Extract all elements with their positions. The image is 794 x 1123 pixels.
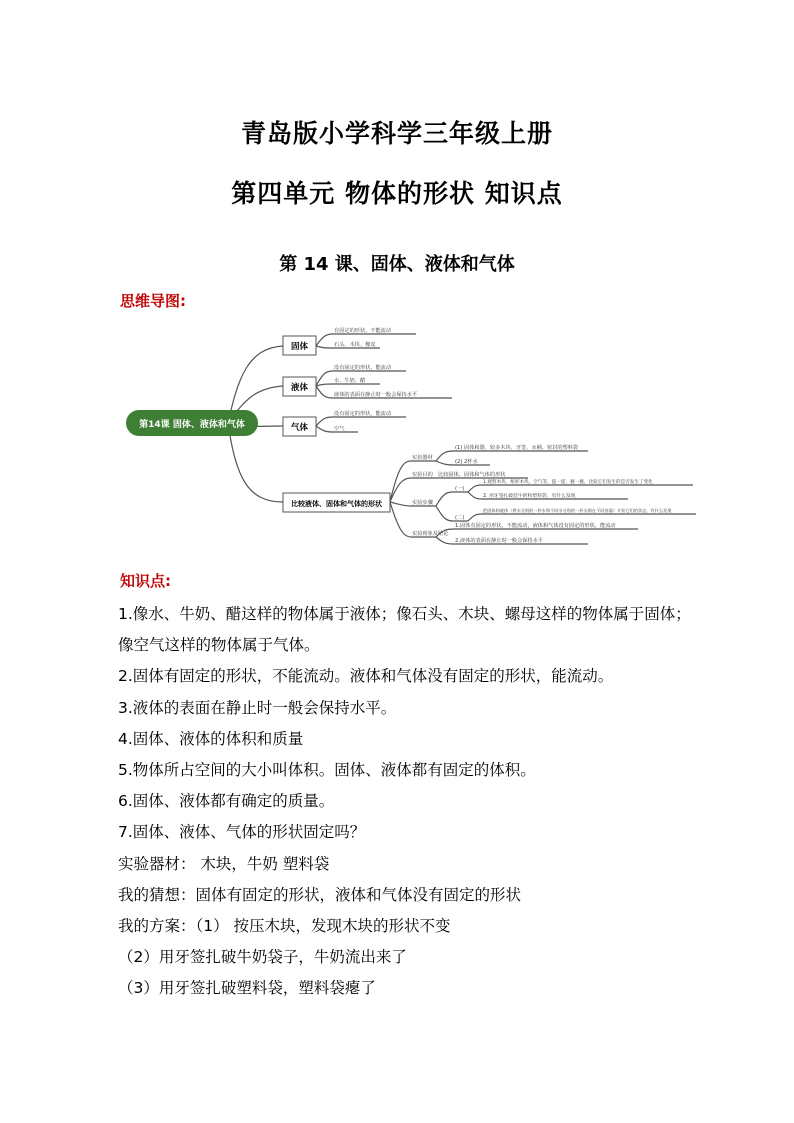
branch-liquid-label: 液体	[290, 383, 309, 393]
mind-map	[118, 318, 698, 553]
knowledge-item: 4.固体、液体的体积和质量	[118, 729, 304, 748]
document-title: 青岛版小学科学三年级上册	[240, 119, 553, 148]
branch-gas-label: 气体	[290, 423, 309, 433]
step1-item: 1.观察木块、纸杯木块、空气等，提一提、握一握，比较它们发生的是否发生了变化	[483, 480, 653, 485]
document-subtitle: 第四单元 物体的形状 知识点	[231, 179, 563, 208]
materials-item: (1) 固体和器、较多木块、牙签、水桶、密封的塑料袋	[455, 445, 579, 451]
compare-sub-steps: 实验步骤	[412, 500, 433, 506]
compare-sub-materials: 实验器材	[412, 455, 433, 461]
knowledge-item: 2.固体有固定的形状，不能流动。液体和气体没有固定的形状，能流动。	[118, 667, 614, 686]
liquid-leaf: 液体的表面在静止时一般会保持水平	[334, 392, 418, 398]
compare-sub-purpose: 实验目的	[412, 472, 433, 478]
liquid-leaf: 没有固定的形状，能流动	[334, 365, 392, 371]
gas-leaf: 空气	[334, 426, 345, 432]
liquid-leaf: 水、牛奶、醋	[334, 378, 366, 384]
mindmap-root-label: 第14课 固体、液体和气体	[139, 420, 245, 430]
mindmap-heading: 思维导图:	[120, 292, 186, 310]
knowledge-item: 7.固体、液体、气体的形状固定吗？	[118, 823, 366, 842]
experiment-materials: 实验器材： 木块，牛奶 塑料袋	[118, 854, 330, 873]
branch-compare-label: 比较液体、固体和气体的形状	[291, 500, 382, 508]
branch-solid-label: 固体	[290, 342, 309, 352]
compare-sub-phenomenon: 实验现象及结论	[412, 531, 449, 537]
phenomenon-item: 2.液体的表面在静止时一般会保持水平	[455, 538, 543, 544]
knowledge-heading: 知识点:	[120, 572, 171, 590]
knowledge-item: 5.物体所占空间的大小叫体积。固体、液体都有固定的体积。	[118, 761, 536, 780]
experiment-plan: 我的方案：（1） 按压木块，发现木块的形状不变	[118, 917, 451, 936]
step2-label: (二)	[455, 515, 465, 521]
step1-label: (一)	[455, 486, 465, 492]
step2-text: 把固体和液体（将水分别的一杯水和不同水分别的一杯水倒在不同容器）开始它们的状态，有什么发现	[483, 508, 672, 513]
solid-leaf: 有固定的形状、不能流动	[334, 328, 392, 334]
purpose-text: 比较固体、固体和气体的形状	[438, 472, 506, 478]
solid-leaf: 石头、木块、橡皮	[334, 342, 376, 348]
knowledge-points	[118, 599, 698, 1005]
gas-leaf: 没有固定的形状，能流动	[334, 411, 392, 417]
experiment-plan-step: （3）用牙签扎破塑料袋，塑料袋瘪了	[118, 979, 376, 998]
phenomenon-item: 1.固体有固定的形状，不能流动，液体和气体没有固定的形状，能流动	[455, 523, 616, 529]
knowledge-item: 1.像水、牛奶、醋这样的物体属于液体；像石头、木块、螺母这样的物体属于固体；像空气这样的物体属于气体。	[118, 605, 691, 655]
experiment-plan-step: （2）用牙签扎破牛奶袋子，牛奶流出来了	[118, 948, 407, 967]
knowledge-item: 6.固体、液体都有确定的质量。	[118, 792, 335, 811]
materials-item: (2) 2杯水	[455, 459, 478, 465]
experiment-guess: 我的猜想：固体有固定的形状，液体和气体没有固定的形状	[118, 885, 522, 904]
knowledge-item: 3.液体的表面在静止时一般会保持水平。	[118, 698, 397, 717]
step1-item: 2. 用牙签扎破装牛奶和塑料袋、有什么发现	[483, 494, 576, 499]
lesson-title: 第 14 课、固体、液体和气体	[279, 254, 515, 275]
